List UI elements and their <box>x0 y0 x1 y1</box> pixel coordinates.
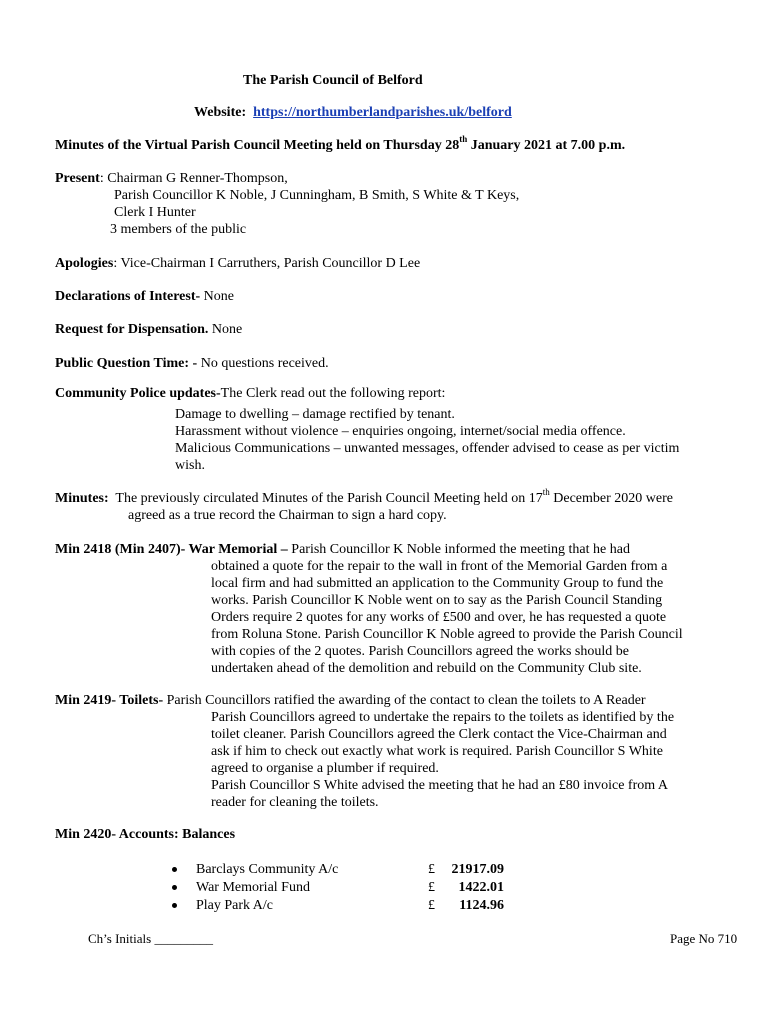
present-item: Clerk I Hunter <box>114 205 196 220</box>
bullet-icon <box>172 885 177 890</box>
website-link[interactable]: https://northumberlandparishes.uk/belford <box>253 105 512 120</box>
minutes-line: Minutes: The previously circulated Minutes of the Parish Council Meeting held on 17th December 2020 were <box>55 487 673 506</box>
police-report-item: Damage to dwelling – damage rectified by tenant. <box>175 407 455 422</box>
website-label: Website: <box>194 105 247 120</box>
police-report-item: Harassment without violence – enquiries ongoing, internet/social media offence. <box>175 424 626 439</box>
council-title: The Parish Council of Belford <box>243 73 423 88</box>
account-currency: £ <box>428 898 435 913</box>
min2418-body: obtained a quote for the repair to the wall in front of the Memorial Garden from a local firm and had submitted an application to the Community Group to fund the works. Parish Councillor K Noble went on to say as the Parish Council Standing Orders require 2 quotes for any works of £500 and over, he has requested a quote from Roluna Stone. Parish Councillor K Noble agreed to provide the Parish Council with copies of the 2 quotes. Parish Councillors agreed the works should be undertaken ahead of the demolition and rebuild on the Community Club site. <box>211 559 683 676</box>
apologies-line: Apologies: Vice-Chairman I Carruthers, Parish Councillor D Lee <box>55 256 421 271</box>
account-currency: £ <box>428 880 435 895</box>
minutes-line-2: agreed as a true record the Chairman to sign a hard copy. <box>128 508 447 523</box>
min2420-heading: Min 2420- Accounts: Balances <box>55 827 236 842</box>
min2419-heading: Min 2419- Toilets- Parish Councillors ratified the awarding of the contact to clean the toilets to A Reader <box>55 693 646 708</box>
account-amount: 1422.01 <box>458 880 504 895</box>
account-amount: 21917.09 <box>451 862 504 877</box>
bullet-icon <box>172 867 177 872</box>
account-name: War Memorial Fund <box>196 880 310 895</box>
dispensation-line: Request for Dispensation. None <box>55 322 243 337</box>
present-line: Present: Chairman G Renner-Thompson, <box>55 171 288 186</box>
bullet-icon <box>172 903 177 908</box>
police-report <box>175 406 679 474</box>
min2418-heading: Min 2418 (Min 2407)- War Memorial – Parish Councillor K Noble informed the meeting that he had <box>55 542 630 557</box>
public-question-line: Public Question Time: - No questions received. <box>55 356 329 371</box>
apologies-label: Apologies <box>55 256 114 271</box>
meeting-heading: Minutes of the Virtual Parish Council Meeting held on Thursday 28th January 2021 at 7.00 p.m. <box>55 134 626 153</box>
account-name: Barclays Community A/c <box>196 862 339 877</box>
website-line <box>194 104 512 121</box>
police-line: Community Police updates-The Clerk read out the following report: <box>55 386 446 401</box>
present-label: Present <box>55 171 100 186</box>
min2419-body: Parish Councillors agreed to undertake the repairs to the toilets as identified by the toilet cleaner. Parish Councillors agreed the Clerk contact the Vice-Chairman and ask if him to check out exactly what work is required. Parish Councillor S White agreed to organise a plumber if required. Parish Councillor S White advised the meeting that he had an £80 invoice from A reader for cleaning the toilets. <box>211 710 675 810</box>
page-number: Page No 710 <box>670 931 738 946</box>
police-report-item: Malicious Communications – unwanted messages, offender advised to cease as per victim <box>175 441 680 456</box>
present-item: 3 members of the public <box>110 222 247 237</box>
account-name: Play Park A/c <box>196 898 273 913</box>
present-item: Parish Councillor K Noble, J Cunningham, B Smith, S White & T Keys, <box>114 188 520 203</box>
chairman-initials: Ch’s Initials _________ <box>88 931 213 946</box>
account-amount: 1124.96 <box>459 898 504 913</box>
account-currency: £ <box>428 862 435 877</box>
declarations-line: Declarations of Interest- None <box>55 289 234 304</box>
police-report-item: wish. <box>175 458 205 473</box>
